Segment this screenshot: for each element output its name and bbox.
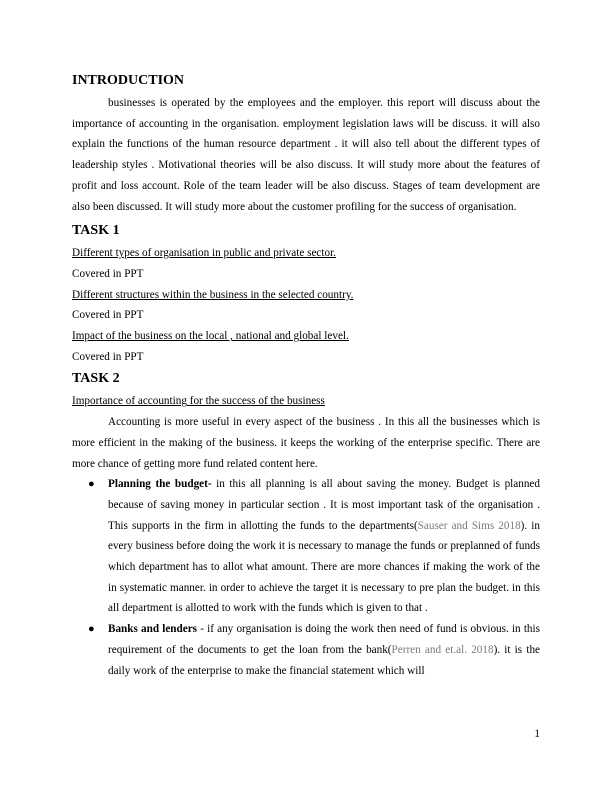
bullet-title: Planning the budget-	[108, 478, 212, 491]
task1-item-title: Different types of organisation in public and private sector.	[72, 247, 336, 260]
bullet-planning-budget	[72, 474, 540, 619]
task1-item-note: Covered in PPT	[72, 350, 144, 363]
bullet-text: ). in every business before doing the work it is necessary to manage the funds or preplanned of funds which department has to allot what amount. There are more chances if making the work of the in systematic manner. in order to achieve the target it is necessary to pre plan the budget. in this all department is allotted to work with the funds which is given to that .	[108, 519, 540, 615]
bullet-text: ). it is the daily work of the enterprise to make the financial statement which will	[108, 643, 541, 677]
task1-item-note: Covered in PPT	[72, 309, 144, 322]
task2-paragraph: Accounting is more useful in every aspect of the business . In this all the businesses which is more efficient in the making of the business. it keeps the working of the enterprise specific. There are more chance of getting more fund related content here.	[72, 416, 540, 470]
bullet-text: - if any organisation is doing the work then need of fund is obvious. in this requirement of the documents to get the loan from the bank(	[108, 623, 540, 656]
task1-item-title: Impact of the business on the local , national and global level.	[72, 330, 349, 343]
task1-item-note: Covered in PPT	[72, 267, 144, 280]
task1-item-title: Different structures within the business in the selected country.	[72, 288, 354, 301]
bullet-icon: ●	[88, 478, 95, 491]
page-number: 1	[534, 728, 540, 740]
intro-heading: INTRODUCTION	[72, 73, 185, 88]
bullet-text: in this all planning is all about saving the money. Budget is planned because of saving money in particular section . It is most important task of the organisation . This supports in the firm in allotting the funds to the departments(	[108, 478, 540, 532]
citation: Sauser and Sims 2018	[417, 519, 521, 532]
page-content	[72, 72, 540, 681]
task1-heading: TASK 1	[72, 223, 120, 239]
bullet-title: Banks and lenders	[108, 623, 198, 636]
citation: Perren and et.al. 2018	[391, 643, 494, 656]
bullet-icon: ●	[88, 623, 95, 636]
intro-paragraph: businesses is operated by the employees and the employer. this report will discuss about the importance of accounting in the organisation. employment legislation laws will be discuss. it will also explain the functions of the human resource department . it will also tell about the different types of leadership styles . Motivational theories will be also discuss. It will study more about the features of profit and loss account. Role of the team leader will be also discuss. Stages of team development are also been discussed. It will study more about the customer profiling for the success of organisation.	[72, 97, 540, 213]
task2-bullet-list	[72, 474, 540, 681]
bullet-banks-lenders	[72, 619, 540, 681]
task2-subheading: Importance of accounting for the success of the business	[72, 395, 325, 408]
task2-heading: TASK 2	[72, 371, 120, 387]
